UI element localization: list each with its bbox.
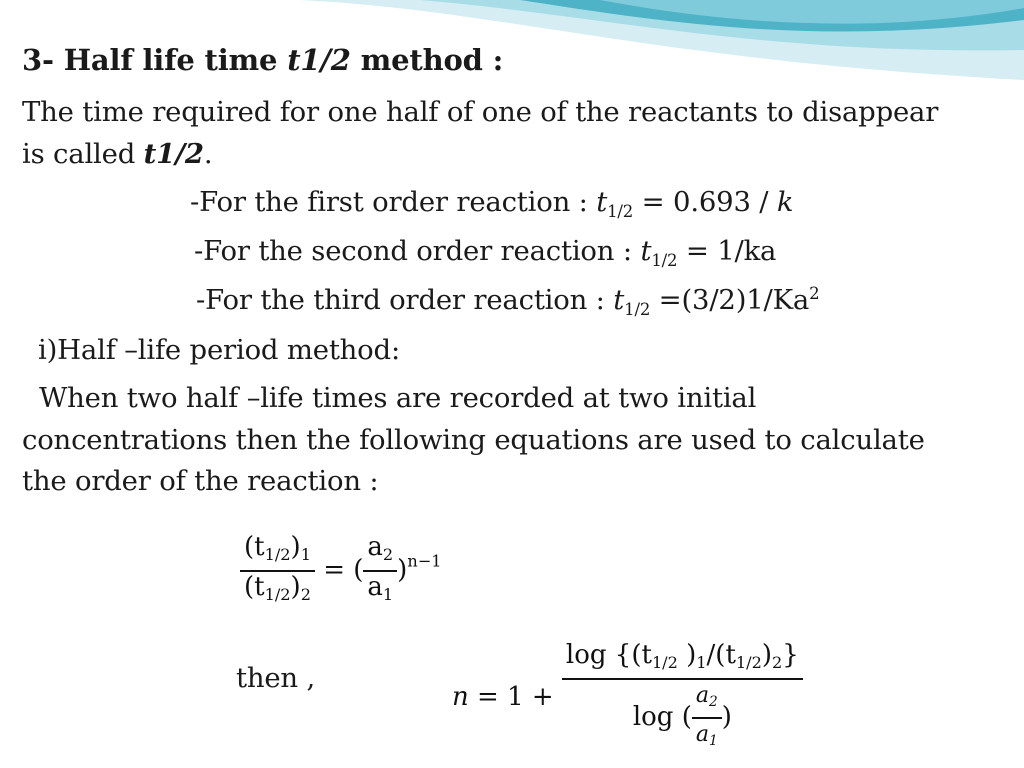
- definition-line-2: is called t1/2.: [22, 138, 213, 170]
- first-order-equation: -For the first order reaction : $t_{1/2} = 0.693 / k$: [190, 186, 794, 221]
- method-heading: i)Half –life period method:: [38, 334, 401, 366]
- method-line-2: concentrations then the following equations are used to calculate: [22, 424, 925, 456]
- method-line-1: When two half –life times are recorded at two initial: [22, 382, 757, 414]
- second-order-equation: -For the second order reaction : $t_{1/2} = 1/ka$: [194, 235, 777, 270]
- reaction-order-formula: n = 1 + log {(t1/2 )1/(t1/2)2} log ( $\frac{a2}{a1}$ ): [452, 640, 803, 756]
- slide-title: 3- Half life time t1/2 method :: [22, 43, 504, 77]
- then-label: then ,: [236, 662, 316, 694]
- third-order-equation: -For the third order reaction : $t_{1/2} =(3/2)1/Ka^2$: [196, 284, 820, 319]
- method-line-3: the order of the reaction :: [22, 465, 379, 497]
- half-life-ratio-formula: $\frac{(t1/2)1}{(t1/2)2}$ = ( $\frac{a2}{a1}$ )$^{n-1}$: [240, 532, 441, 610]
- definition-line-1: The time required for one half of one of the reactants to disappear: [22, 96, 939, 128]
